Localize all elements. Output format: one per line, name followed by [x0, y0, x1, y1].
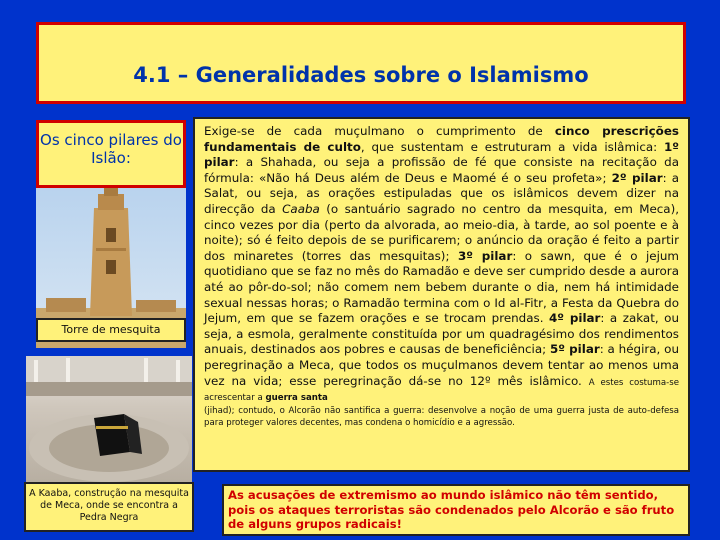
conclusion-text: As acusações de extremismo ao mundo islâmico não têm sentido, pois os ataques terroristas são condenados pelo Alcorão e são fruto de alguns grupos radicais!	[228, 488, 675, 531]
pillar-4-text: : a zakat, ou seja, a esmola, geralmente constituída por um quadragésimo dos rendimentos anuais, destinados aos pobres e causas de beneficiência;	[204, 311, 679, 357]
tower-caption: Torre de mesquita	[61, 323, 161, 336]
pillar-3-text: : o sawn, que é o jejum quotidiano que se faz no mês do Ramadão e deve ser cumprido desde a aurora até ao pôr-do-sol; não comem nem bebem durante o dia, nem há intimidade sexual nessas horas; o Ramadão termina com o Id al-Fitr, a Festa da Quebra do Jejum, em que se fazem orações e se trocam prendas.	[204, 248, 680, 326]
pillar-5-label: 5º pilar	[549, 342, 600, 357]
text-sustain: , que sustentam e estruturam a vida islâmica:	[360, 139, 665, 154]
kaaba-illustration	[26, 356, 192, 484]
pillar-4-label: 4º pilar	[549, 311, 601, 326]
kaaba-caption-box	[24, 482, 194, 532]
pillar-2-text: : a Salat, ou seja, as orações estipuladas que os islâmicos devem dizer na direcção da	[204, 170, 680, 216]
title-box	[36, 22, 686, 104]
kaaba-photo	[26, 356, 192, 484]
tower-caption-box	[36, 318, 186, 342]
pillars-paragraph	[204, 124, 679, 405]
pillar-5-text: : a hégira, ou peregrinação a Meca, que todos os muçulmanos devem tentar ao menos uma vez na vida; esse peregrinação dá-se no 12º mês islâmico.	[204, 342, 679, 388]
pillar-1-text: : a Shahada, ou seja a profissão de fé que consiste na recitação da fórmula: «Não há Deus além de Deus e Maomé é o seu profeta»;	[204, 155, 679, 185]
main-text-box	[193, 117, 690, 472]
jihad-intro: A estes costuma-se acrescentar a	[204, 377, 679, 404]
kaaba-caption: A Kaaba, construção na mesquita de Meca, onde se encontra a Pedra Negra	[29, 488, 189, 523]
pillar-3-label: 3º pilar	[457, 248, 513, 263]
text-intro: Exige-se de cada muçulmano o cumprimento de	[204, 124, 555, 138]
pillar-1-label: 1º pilar	[204, 139, 679, 170]
pillar-2-label: 2º pilar	[611, 170, 663, 185]
holy-war-term: guerra santa	[265, 393, 328, 404]
five-prescriptions: cinco prescrições fundamentais de culto	[204, 124, 679, 154]
pillar-2-text-cont: (o santuário sagrado no centro da mesquita, em Meca), cinco vezes por dia (perto da alvorada, ao meio-dia, à tarde, ao sol poente e à noite); só é feito depois de se purificarem; o anúncio da oração é feito a partir dos minaretes (torres das mesquitas);	[204, 201, 680, 263]
slide-title: 4.1 – Generalidades sobre o Islamismo	[133, 63, 589, 87]
pillars-heading-box	[36, 120, 186, 188]
jihad-paragraph: (jihad); contudo, o Alcorão não santifica a guerra: desenvolve a noção de uma guerra justa de auto-defesa para proteger valores decentes, mas condena o homicídio e a agressão.	[204, 405, 679, 429]
caaba-term: Caaba	[282, 201, 320, 216]
pillars-heading: Os cinco pilares do Islão:	[40, 131, 182, 167]
conclusion-box	[222, 484, 690, 536]
